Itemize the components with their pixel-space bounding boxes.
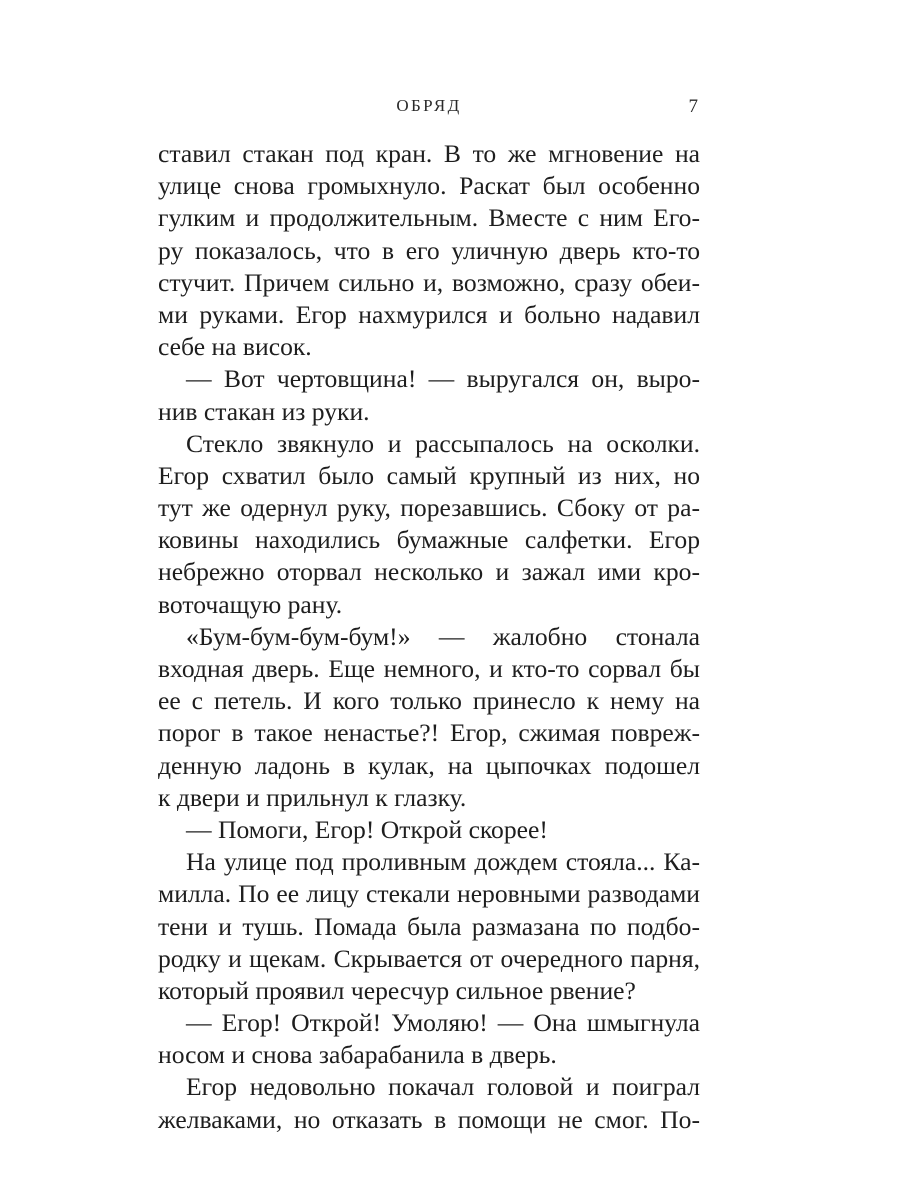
text-line: к двери и прильнул к глазку. [158,782,467,812]
text-line: — Вот чертовщина! — выругался он, выро- [186,364,700,394]
running-header [158,96,700,126]
text-line: ковины находились бумажные салфетки. Егор [158,525,700,555]
text-line: который проявил чересчур сильное рвение? [158,975,636,1005]
text-line: гулким и продолжительным. Вместе с ним Его- [158,203,700,233]
text-line: милла. По ее лицу стекали неровными разводами [158,879,700,909]
text-line: воточащую рану. [158,589,343,619]
text-line: — Помоги, Егор! Открой скорее! [186,814,548,844]
page-number: 7 [688,96,698,117]
text-line: ее с петель. И кого только принесло к нему на [158,686,700,716]
text-line: «Бум-бум-бум-бум!» — жалобно стонала [186,621,700,651]
text-line: нив стакан из руки. [158,396,370,426]
text-line: желваками, но отказать в помощи не смог. По- [158,1104,700,1134]
text-line: тени и тушь. Помада была размазана по подбо- [158,911,700,941]
text-line: денную ладонь в кулак, на цыпочках подошел [158,750,700,780]
text-line: Егор недовольно покачал головой и поиграл [186,1072,700,1102]
text-line: — Егор! Открой! Умоляю! — Она шмыгнула [186,1008,700,1038]
text-line: носом и снова забарабанила в дверь. [158,1040,557,1070]
text-line: стучит. Причем сильно и, возможно, сразу обеи- [158,267,700,297]
text-line: небрежно оторвал несколько и зажал ими кро- [158,557,700,587]
text-line: тут же одернул руку, порезавшись. Сбоку от ра- [158,493,700,523]
text-line: ми руками. Егор нахмурился и больно надавил [158,299,700,329]
text-line: Стекло звякнуло и рассыпалось на осколки. [186,428,700,458]
body-text [158,138,700,1136]
text-line: порог в такое ненастье?! Егор, сжимая повреж- [158,718,700,748]
text-line: На улице под проливным дождем стояла... Ка- [186,847,700,877]
text-line: улице снова громыхнуло. Раскат был особенно [158,171,700,201]
text-line: Егор схватил было самый крупный из них, но [158,460,700,490]
running-title: ОБРЯД [396,96,462,115]
text-line: ставил стакан под кран. В то же мгновение на [158,139,700,168]
text-line: входная дверь. Еще немного, и кто-то сорвал бы [158,654,700,683]
text-line: родку и щекам. Скрывается от очередного парня, [158,943,700,973]
text-line: себе на висок. [158,332,312,362]
text-line: ру показалось, что в его уличную дверь кто-то [158,235,700,265]
